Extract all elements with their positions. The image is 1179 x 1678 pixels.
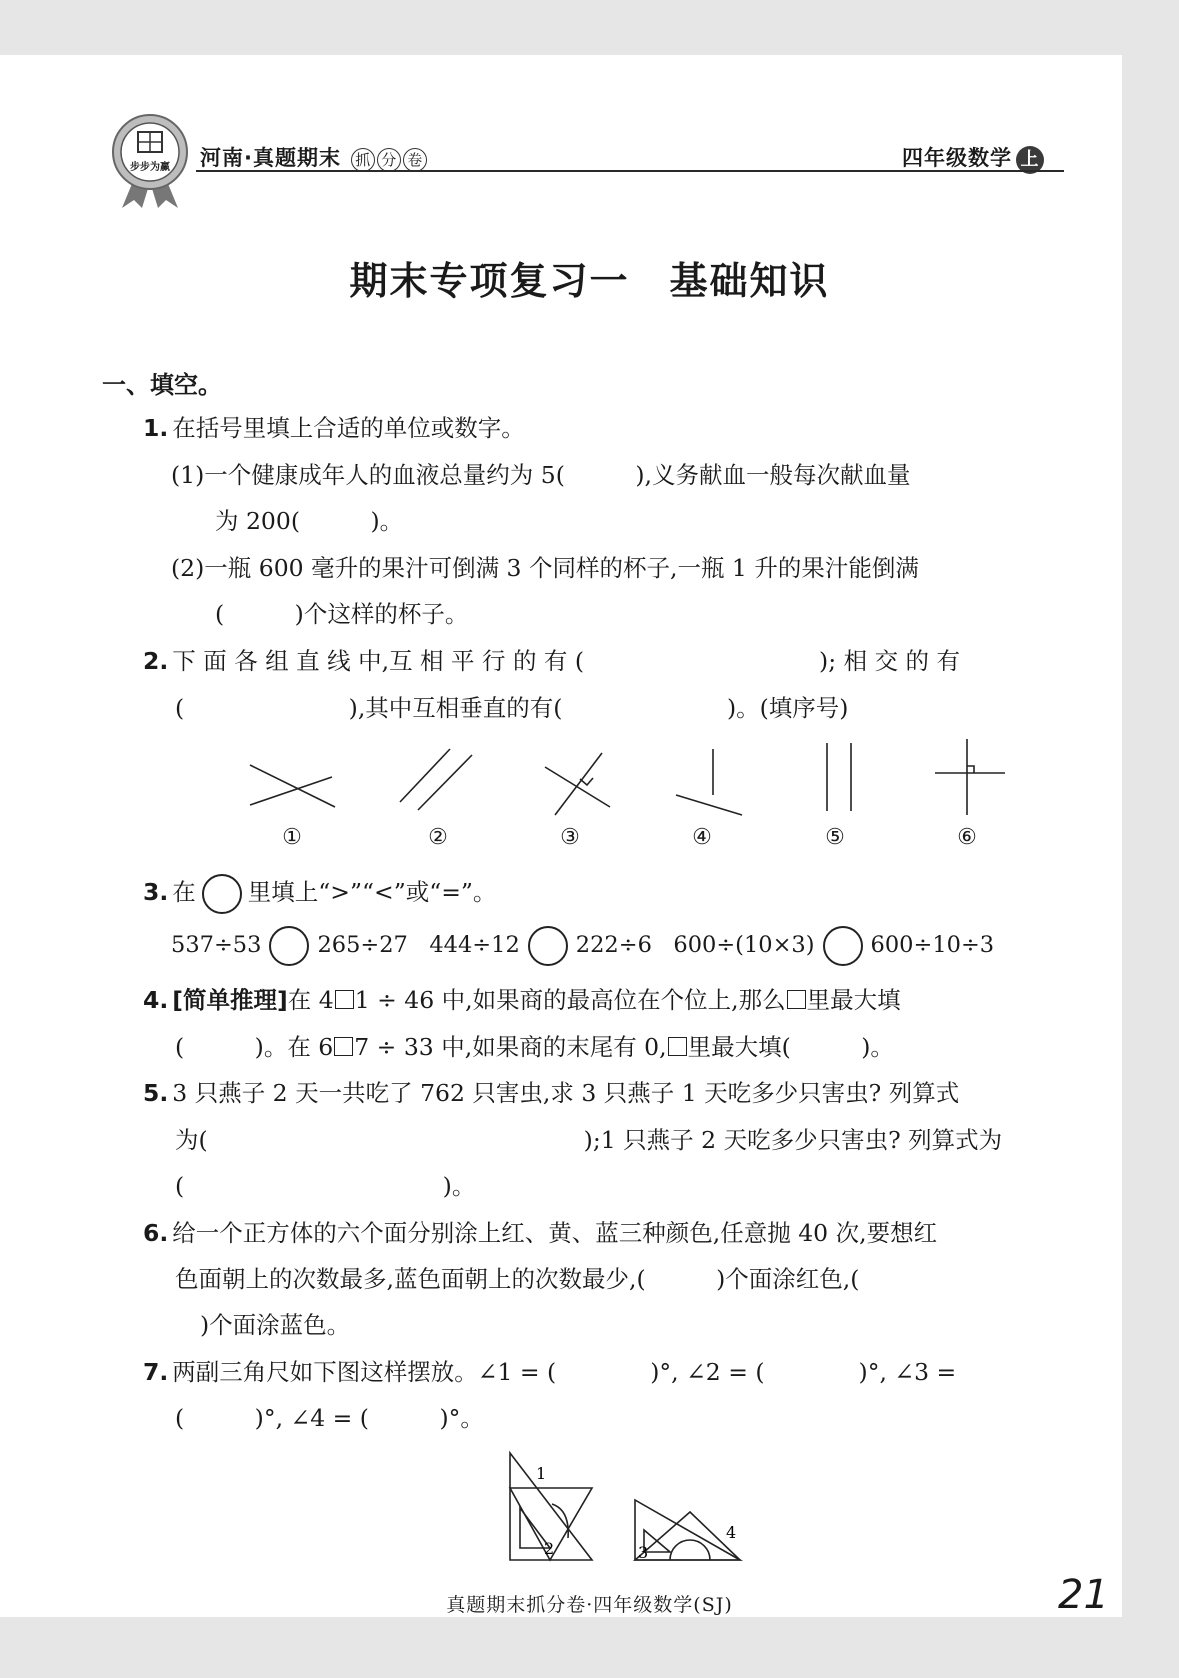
q1-sub2-line2: ( )个这样的杯子。 (215, 600, 469, 628)
q5-line2: 为( );1 只燕子 2 天吃多少只害虫? 列算式为 (175, 1126, 1003, 1154)
page-title: 期末专项复习一 基础知识 (349, 259, 830, 303)
svg-text:步步为赢: 步步为赢 (130, 162, 170, 173)
q6-line2: 色面朝上的次数最多,蓝色面朝上的次数最少,( )个面涂红色,( (175, 1265, 860, 1293)
footer-text: 真题期末抓分卷·四年级数学(SJ) (446, 1594, 733, 1616)
q1-sub1-line1: (1)一个健康成年人的血液总量约为 5( ),义务献血一般每次献血量 (171, 461, 911, 489)
line-pairs-figure-right (240, 735, 1020, 825)
figure-label-3: ③ (560, 825, 580, 850)
q7-line1: 7. 两副三角尺如下图这样摆放。∠1 = ( )°, ∠2 = ( )°, ∠3 = (143, 1358, 957, 1386)
digit-box-2 (334, 1037, 353, 1056)
q1-sub2-line1: (2)一瓶 600 毫升的果汁可倒满 3 个同样的杯子,一瓶 1 升的果汁能倒满 (171, 554, 919, 582)
figure-label-4: ④ (692, 825, 712, 850)
q5-line3: ( )。 (175, 1172, 476, 1200)
digit-box-ref (668, 1037, 687, 1056)
q6-line1: 6. 给一个正方体的六个面分别涂上红、黄、蓝三种颜色,任意抛 40 次,要想红 (143, 1219, 938, 1247)
q3-expressions: 537÷53 265÷27 444÷12 222÷6 600÷(10×3) 600÷10÷3 (171, 925, 994, 966)
digit-box-1 (335, 990, 354, 1009)
page-number: 21 (1058, 1572, 1109, 1618)
header-left (200, 142, 427, 172)
header-series: 河南·真题期末 (200, 146, 341, 170)
figure-label-1: ① (282, 825, 302, 850)
header-circle-char: 抓 (351, 148, 375, 172)
header-rule (196, 170, 1064, 172)
triangle-rulers-figure (500, 1448, 750, 1568)
q3-stem: 3. 在 里填上“>”“<”或“=”。 (143, 872, 496, 914)
q1-sub1-line2: 为 200( )。 (215, 507, 404, 535)
angle-label-1: 1 (536, 1464, 547, 1483)
digit-box-ref (787, 990, 806, 1009)
figure-label-2: ② (428, 825, 448, 850)
figure-label-6: ⑥ (957, 825, 977, 850)
compare-blank-2[interactable] (528, 926, 568, 966)
header-circle-char: 分 (377, 148, 401, 172)
angle-label-4: 4 (726, 1523, 737, 1542)
angle-label-3: 3 (638, 1543, 649, 1562)
header-circle-char: 卷 (403, 148, 427, 172)
compare-circle-sample (202, 874, 242, 914)
compare-blank-1[interactable] (269, 926, 309, 966)
compare-blank-3[interactable] (823, 926, 863, 966)
q5-line1: 5. 3 只燕子 2 天一共吃了 762 只害虫,求 3 只燕子 1 天吃多少只害虫? 列算式 (143, 1079, 960, 1107)
q1-stem: 1. 在括号里填上合适的单位或数字。 (143, 414, 525, 442)
header-grade: 四年级数学 (902, 146, 1012, 170)
section-heading: 一、填空。 (102, 371, 222, 399)
q2-line2: ( ),其中互相垂直的有( )。(填序号) (175, 694, 849, 722)
angle-label-2: 2 (544, 1539, 555, 1558)
q4-line1: 4. [简单推理]在 4 1 ÷ 46 中,如果商的最高位在个位上,那么 里最大填 (143, 986, 901, 1014)
medal-logo-icon (108, 112, 192, 210)
figure-label-5: ⑤ (825, 825, 845, 850)
q7-line2: ( )°, ∠4 = ( )°。 (175, 1404, 484, 1432)
q2-line1: 2. 下 面 各 组 直 线 中,互 相 平 行 的 有 ( ); 相 交 的 有 (143, 647, 961, 675)
q6-line3: )个面涂蓝色。 (200, 1311, 351, 1339)
header-term-badge: 上 (1016, 146, 1044, 174)
q4-line2: ( )。在 6 7 ÷ 33 中,如果商的末尾有 0, 里最大填( )。 (175, 1033, 894, 1061)
